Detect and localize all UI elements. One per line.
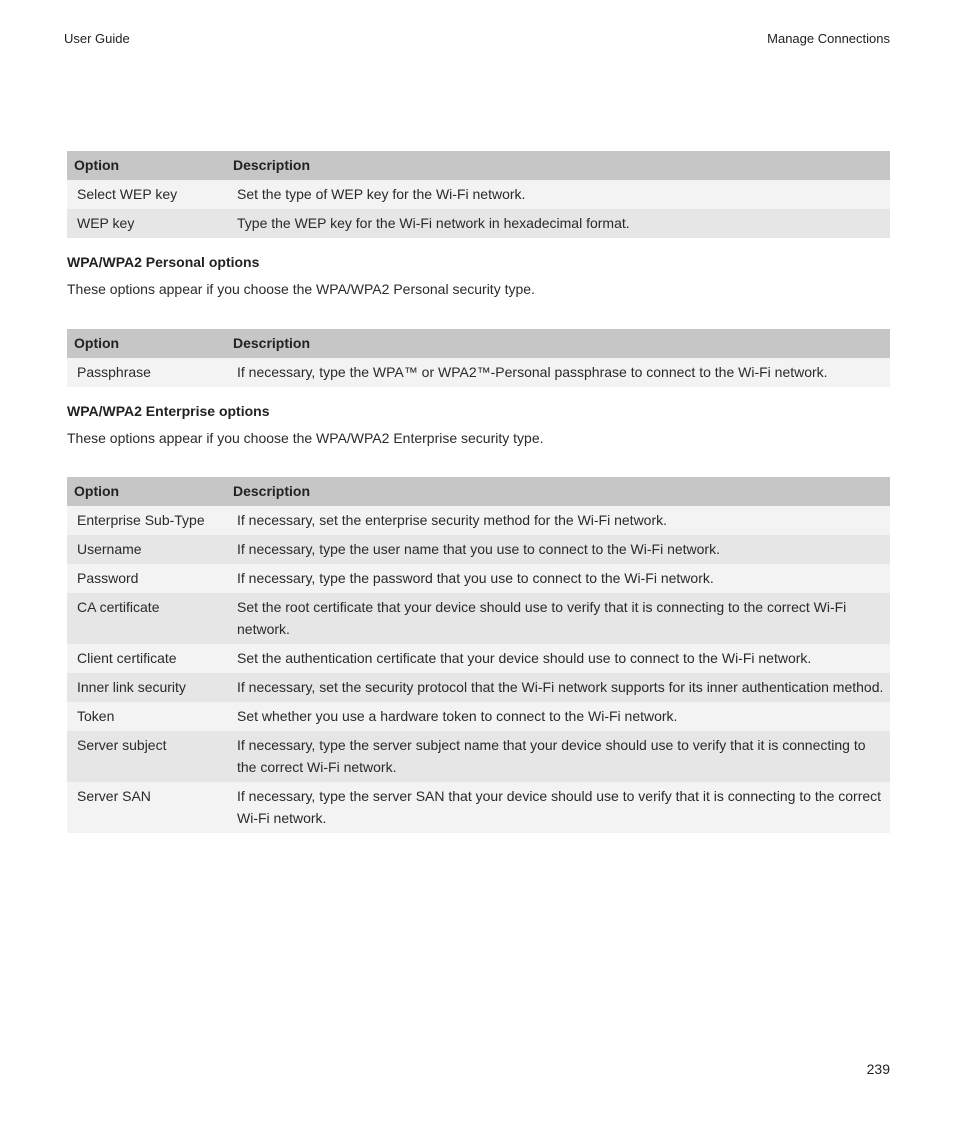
table-row	[67, 564, 890, 593]
table-header-row	[67, 329, 890, 358]
description-cell: Set the root certificate that your device should use to verify that it is connecting to the correct Wi-Fi network.	[227, 593, 890, 644]
option-cell: Token	[67, 702, 227, 731]
table-row	[67, 209, 890, 238]
option-cell: CA certificate	[67, 593, 227, 644]
table-row	[67, 702, 890, 731]
option-cell: Server subject	[67, 731, 227, 782]
description-cell: If necessary, set the security protocol that the Wi-Fi network supports for its inner authentication method.	[227, 673, 890, 702]
table-row	[67, 731, 890, 782]
description-cell: If necessary, type the user name that you use to connect to the Wi-Fi network.	[227, 535, 890, 564]
option-cell: Password	[67, 564, 227, 593]
option-cell: Inner link security	[67, 673, 227, 702]
option-cell: WEP key	[67, 209, 227, 238]
page-content	[67, 151, 890, 833]
description-cell: If necessary, type the server SAN that your device should use to verify that it is connecting to the correct Wi-Fi network.	[227, 782, 890, 833]
option-cell: Passphrase	[67, 358, 227, 387]
description-cell: Set the authentication certificate that your device should use to connect to the Wi-Fi network.	[227, 644, 890, 673]
section-heading-enterprise: WPA/WPA2 Enterprise options	[67, 403, 270, 419]
description-cell: If necessary, type the password that you use to connect to the Wi-Fi network.	[227, 564, 890, 593]
table-header-row	[67, 151, 890, 180]
description-cell: If necessary, set the enterprise security method for the Wi-Fi network.	[227, 506, 890, 535]
column-header-description: Description	[227, 329, 890, 358]
description-cell: If necessary, type the WPA™ or WPA2™-Personal passphrase to connect to the Wi-Fi network.	[227, 358, 890, 387]
table-row	[67, 535, 890, 564]
section-heading-personal: WPA/WPA2 Personal options	[67, 254, 260, 270]
table-header-row	[67, 477, 890, 506]
option-cell: Select WEP key	[67, 180, 227, 209]
section-intro-enterprise: These options appear if you choose the WPA/WPA2 Enterprise security type.	[67, 430, 544, 446]
table-row	[67, 782, 890, 833]
table-row	[67, 673, 890, 702]
running-header-left: User Guide	[64, 31, 130, 46]
column-header-description: Description	[227, 151, 890, 180]
description-cell: Set whether you use a hardware token to connect to the Wi-Fi network.	[227, 702, 890, 731]
column-header-option: Option	[67, 151, 227, 180]
option-cell: Username	[67, 535, 227, 564]
column-header-description: Description	[227, 477, 890, 506]
option-cell: Server SAN	[67, 782, 227, 833]
description-cell: Type the WEP key for the Wi-Fi network in hexadecimal format.	[227, 209, 890, 238]
table-row	[67, 180, 890, 209]
option-cell: Client certificate	[67, 644, 227, 673]
page-number: 239	[866, 1061, 890, 1077]
wep-options-table	[67, 151, 890, 238]
personal-options-table	[67, 329, 890, 387]
table-row	[67, 593, 890, 644]
table-row	[67, 358, 890, 387]
section-intro-personal: These options appear if you choose the WPA/WPA2 Personal security type.	[67, 281, 535, 297]
running-header-right: Manage Connections	[767, 31, 890, 46]
column-header-option: Option	[67, 477, 227, 506]
description-cell: If necessary, type the server subject name that your device should use to verify that it is connecting to the correct Wi-Fi network.	[227, 731, 890, 782]
table-row	[67, 644, 890, 673]
enterprise-options-table	[67, 477, 890, 833]
table-row	[67, 506, 890, 535]
option-cell: Enterprise Sub-Type	[67, 506, 227, 535]
description-cell: Set the type of WEP key for the Wi-Fi network.	[227, 180, 890, 209]
column-header-option: Option	[67, 329, 227, 358]
